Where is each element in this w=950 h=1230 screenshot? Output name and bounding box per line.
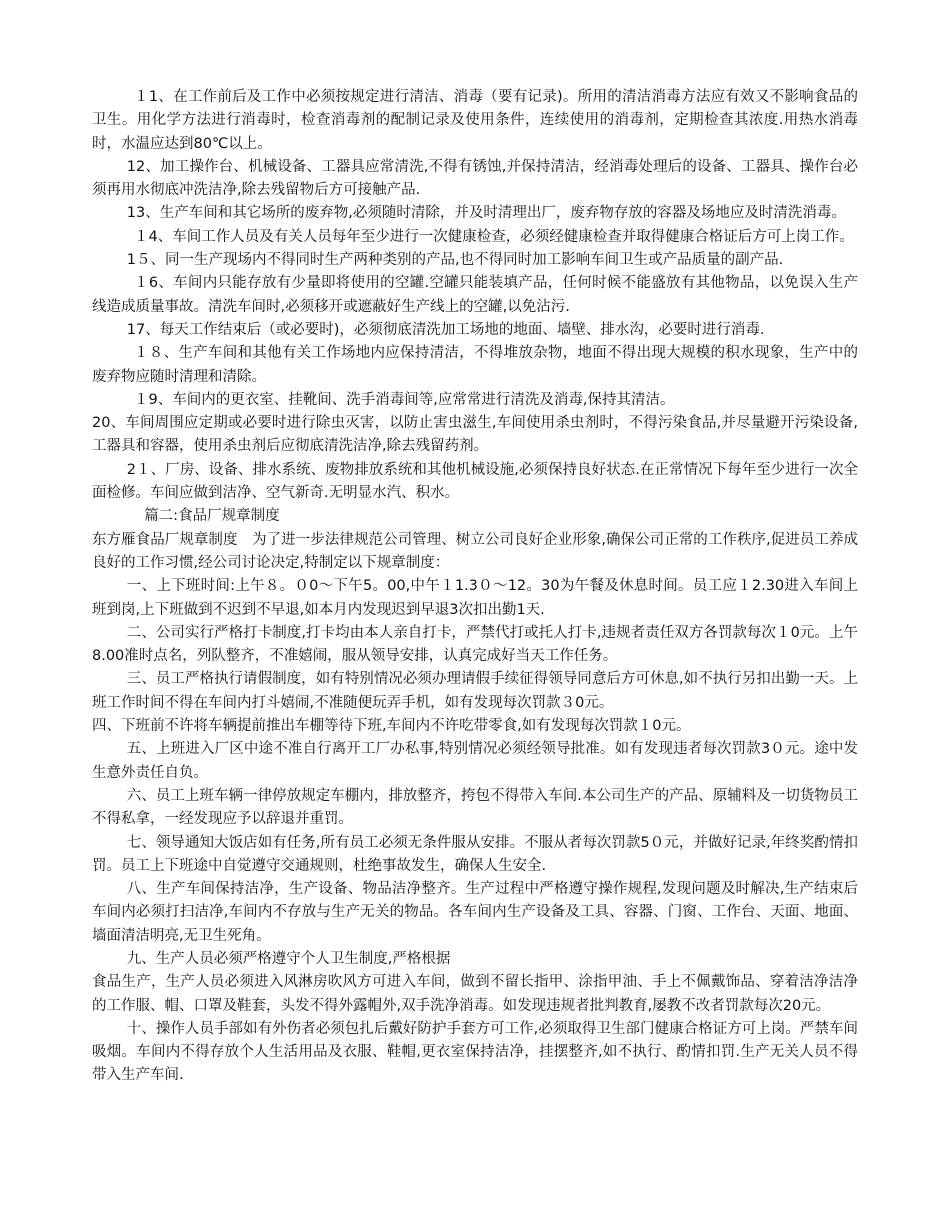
paragraph-regulation-2: 二、公司实行严格打卡制度,打卡均由本人亲自打卡，严禁代打或托人打卡,违规者责任双方各罚款每次１0元。上午8.00准时点名，列队整齐，不准嬉闹，服从领导安排，认真完成好当天工作任务。 <box>92 624 858 665</box>
paragraph-regulation-9-continued: 食品生产，生产人员必须进入风淋房吹风方可进入车间，做到不留长指甲、涂指甲油、手上不佩戴饰品、穿着洁净洁净的工作服、帽、口罩及鞋套，头发不得外露帽外,双手洗净消毒。如发现违规者批判教育,屡教不改者罚款每次20元。 <box>92 974 858 1014</box>
paragraph-regulation-10: 十、操作人员手部如有外伤者必须包扎后戴好防护手套方可工作,必须取得卫生部门健康合格证方可上岗。严禁车间吸烟。车间内不得存放个人生活用品及衣服、鞋帽,更衣室保持洁净，挂摆整齐,如不执行、酌情扣罚.生产无关人员不得带入生产车间. <box>92 1020 858 1084</box>
paragraph-rule-19: １9、车间内的更衣室、挂靴间、洗手消毒间等,应常常进行清洗及消毒,保持其清洁。 <box>134 391 675 408</box>
paragraph-intro: 东方雁食品厂规章制度 为了进一步法律规范公司管理、树立公司良好企业形象,确保公司正常的工作秩序,促进员工养成良好的工作习惯,经公司讨论决定,特制定以下规章制度： <box>92 531 858 571</box>
paragraph-rule-18: １８、生产车间和其他有关工作场地内应保持清洁，不得堆放杂物，地面不得出现大规模的积水现象，生产中的废弃物应随时清理和清除。 <box>92 345 858 385</box>
paragraph-rule-15: 1５、同一生产现场内不得同时生产两种类别的产品,也不得同时加工影响车间卫生或产品质量的副产品. <box>126 252 784 269</box>
paragraph-rule-13: 13、生产车间和其它场所的废弃物,必须随时清除，并及时清理出厂，废弃物存放的容器及场地应及时清洗消毒。 <box>126 205 846 222</box>
paragraph-regulation-3: 三、员工严格执行请假制度，如有特别情况必须办理请假手续征得领导同意后方可休息,如不执行另扣出勤一天。上班工作时间不得在车间内打斗嬉闹,不准随便玩弄手机，如有发现每次罚款３0元。 <box>92 671 858 711</box>
paragraph-rule-14: １4、车间工作人员及有关人员每年至少进行一次健康检查，必须经健康检查并取得健康合格证后方可上岗工作。 <box>134 228 854 245</box>
paragraph-rule-12: 12、加工操作台、机械设备、工器具应常清洗,不得有锈蚀,并保持清洁，经消毒处理后的设备、工器具、操作台必须再用水彻底冲洗洁净,除去残留物后方可接触产品. <box>92 158 858 199</box>
paragraph-rule-20: 20、车间周围应定期或必要时进行除虫灭害，以防止害虫滋生,车间使用杀虫剂时，不得污染食品,并尽量避开污染设备,工器具和容器，使用杀虫剂后应彻底清洗洁净,除去残留药剂。 <box>92 415 858 455</box>
paragraph-regulation-5: 五、上班进入厂区中途不准自行离开工厂办私事,特别情况必须经领导批准。如有发现违者每次罚款3０元。途中发生意外责任自负。 <box>92 741 858 781</box>
paragraph-regulation-6: 六、员工上班车辆一律停放规定车棚内，排放整齐，挎包不得带入车间.本公司生产的产品、原辅料及一切货物员工不得私拿，一经发现应予以辞退并重罚。 <box>92 787 858 828</box>
paragraph-regulation-7: 七、领导通知大饭店如有任务,所有员工必须无条件服从安排。不服从者每次罚款5０元，并做好记录,年终奖酌情扣罚。员工上下班途中自觉遵守交通规则，杜绝事故发生，确保人生安全. <box>92 834 858 874</box>
paragraph-regulation-9: 九、生产人员必须严格遵守个人卫生制度,严格根据 <box>126 950 451 967</box>
paragraph-rule-11: １1、在工作前后及工作中必须按规定进行清洁、消毒（要有记录)。所用的清洁消毒方法应有效又不影响食品的卫生。用化学方法进行消毒时，检查消毒剂的配制记录及使用条件，连续使用的消毒剂，定期检查其浓度.用热水消毒时，水温应达到80℃以上。 <box>92 89 858 152</box>
paragraph-regulation-4: 四、下班前不许将车辆提前推出车棚等待下班,车间内不许吃带零食,如有发现每次罚款１0元。 <box>92 718 691 735</box>
paragraph-rule-17: 17、每天工作结束后（或必要时)，必须彻底清洗加工场地的地面、墙壁、排水沟，必要时进行消毒. <box>126 321 765 338</box>
section-heading: 篇二:食品厂规章制度 <box>144 508 280 525</box>
paragraph-rule-16: １6、车间内只能存放有少量即将使用的空罐.空罐只能装填产品，任何时候不能盛放有其他物品，以免误入生产线造成质量事故。清洗车间时,必须移开或遮蔽好生产线上的空罐,以免沾污. <box>92 275 858 315</box>
paragraph-rule-21: 2１、厂房、设备、排水系统、废物排放系统和其他机械设施,必须保持良好状态.在正常情况下每年至少进行一次全面检修。车间应做到洁净、空气新奇.无明显水汽、积水。 <box>92 461 858 502</box>
paragraph-regulation-8: 八、生产车间保持洁净，生产设备、物品洁净整齐。生产过程中严格遵守操作规程,发现问题及时解决,生产结束后车间内必须打扫洁净,车间内不存放与生产无关的物品。各车间内生产设备及工具、容器、门窗、工作台、天面、地面、墙面清洁明亮,无卫生死角。 <box>92 881 858 944</box>
paragraph-regulation-1: 一、上下班时间:上午８。０0～下午5。00,中午１1.3０～12。30为午餐及休息时间。员工应１2.30进入车间上班到岗,上下班做到不迟到不早退,如本月内发现迟到早退3次扣出勤1天. <box>92 578 858 618</box>
